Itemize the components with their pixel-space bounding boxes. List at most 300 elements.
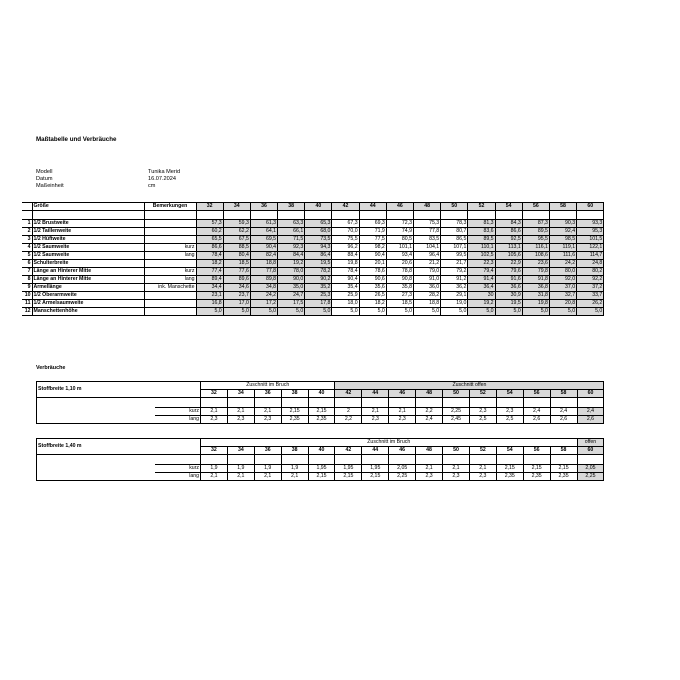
- measure-value: 102,5: [468, 252, 495, 260]
- consumption-value: 2,6: [523, 416, 550, 424]
- measure-value: 104,1: [414, 244, 441, 252]
- consumption-value: 2,15: [308, 408, 335, 416]
- consumption-size-54: 54: [496, 447, 523, 455]
- measure-value: 78,8: [386, 268, 413, 276]
- consumption-value: 2,4: [577, 408, 604, 416]
- consumption-value: 2,35: [496, 473, 523, 481]
- group-open-cut: offen: [577, 439, 604, 447]
- consumption-value: 2,1: [443, 465, 470, 473]
- consumption-value: 2,4: [523, 408, 550, 416]
- consumption-value: 2,15: [362, 473, 389, 481]
- group-fold-cut: Zuschnitt im Bruch: [201, 439, 578, 447]
- group-open-cut: Zuschnitt offen: [335, 382, 604, 390]
- measure-value: 31,8: [522, 292, 549, 300]
- measure-value: 81,3: [468, 220, 495, 228]
- measure-value: 25,3: [305, 292, 332, 300]
- measurement-row: [22, 228, 604, 236]
- measure-value: 89,5: [468, 236, 495, 244]
- consumption-size-38: 38: [281, 447, 308, 455]
- measure-value: 35,8: [386, 284, 413, 292]
- measure-value: 17,5: [278, 300, 305, 308]
- measure-remark: kurz: [144, 244, 196, 252]
- size-header-38: 38: [278, 203, 305, 211]
- measure-value: 79,4: [468, 268, 495, 276]
- measure-value: 23,1: [196, 292, 223, 300]
- measure-value: 34,4: [196, 284, 223, 292]
- measure-value: 116,1: [522, 244, 549, 252]
- measure-value: 78,4: [196, 252, 223, 260]
- measure-value: 70,0: [332, 228, 359, 236]
- consumption-value: 2,1: [227, 408, 254, 416]
- size-header-60: 60: [577, 203, 604, 211]
- meta-value: Tunika Merid: [148, 169, 181, 175]
- measure-value: 71,5: [278, 236, 305, 244]
- consumption-value: 1,9: [201, 465, 228, 473]
- measure-value: 34,6: [223, 284, 250, 292]
- measure-value: 61,3: [250, 220, 277, 228]
- measurement-header-row: [22, 203, 604, 211]
- measure-name: Länge an Hinterer Mitte: [32, 276, 144, 284]
- measure-value: 36,4: [468, 284, 495, 292]
- consumption-value: 2,2: [416, 408, 443, 416]
- measure-value: 90,4: [250, 244, 277, 252]
- consumption-value: 2,05: [389, 465, 416, 473]
- consumption-value: 2,3: [496, 408, 523, 416]
- consumption-size-50: 50: [443, 447, 470, 455]
- measure-value: 93,4: [386, 252, 413, 260]
- measure-value: 79,2: [441, 268, 468, 276]
- measure-name: 1/2 Saumweite: [32, 252, 144, 260]
- consumption-value: 1,95: [308, 465, 335, 473]
- measure-value: 57,3: [196, 220, 223, 228]
- row-number: 2: [22, 228, 32, 236]
- measure-value: 33,7: [577, 292, 604, 300]
- measure-value: 26,2: [577, 300, 604, 308]
- measure-value: 35,2: [305, 284, 332, 292]
- consumption-size-34: 34: [227, 390, 254, 398]
- consumption-value: 1,9: [281, 465, 308, 473]
- consumption-value: 2,3: [469, 408, 496, 416]
- measure-value: 88,4: [332, 252, 359, 260]
- measure-value: 122,1: [577, 244, 604, 252]
- consumption-size-46: 46: [389, 390, 416, 398]
- measure-value: 65,3: [305, 220, 332, 228]
- consumption-heading: Verbräuche: [36, 365, 66, 371]
- measure-value: 113,1: [495, 244, 522, 252]
- consumption-size-40: 40: [308, 390, 335, 398]
- measure-value: 19,2: [278, 260, 305, 268]
- consumption-variant: lang: [155, 473, 201, 481]
- consumption-value: 2,1: [201, 473, 228, 481]
- measurement-row: [22, 300, 604, 308]
- measure-value: 36,8: [522, 284, 549, 292]
- measure-value: 77,5: [359, 236, 386, 244]
- row-number: 7: [22, 268, 32, 276]
- measure-value: 83,6: [468, 228, 495, 236]
- measure-name: 1/2 Saumweite: [32, 244, 144, 252]
- measure-value: 80,5: [386, 236, 413, 244]
- measure-value: 88,5: [223, 244, 250, 252]
- measure-value: 91,6: [495, 276, 522, 284]
- consumption-size-58: 58: [550, 447, 577, 455]
- measure-value: 101,5: [577, 236, 604, 244]
- measure-remark: ink. Manschette: [144, 284, 196, 292]
- measure-value: 23,7: [223, 292, 250, 300]
- size-header-54: 54: [495, 203, 522, 211]
- consumption-value: 2,6: [577, 416, 604, 424]
- measure-remark: [144, 220, 196, 228]
- measure-remark: lang: [144, 276, 196, 284]
- measure-value: 77,8: [250, 268, 277, 276]
- measure-value: 98,2: [359, 244, 386, 252]
- consumption-value: 2,4: [416, 416, 443, 424]
- measure-value: 95,3: [577, 228, 604, 236]
- consumption-row: [37, 465, 604, 473]
- row-number: 11: [22, 300, 32, 308]
- size-column-label: Größe: [32, 203, 144, 211]
- measure-value: 89,6: [223, 276, 250, 284]
- measure-value: 72,3: [386, 220, 413, 228]
- measure-value: 5,0: [332, 308, 359, 316]
- consumption-value: 1,9: [227, 465, 254, 473]
- measure-value: 87,3: [522, 220, 549, 228]
- measure-value: 5,0: [196, 308, 223, 316]
- measure-value: 92,5: [495, 236, 522, 244]
- size-header-46: 46: [386, 203, 413, 211]
- measure-value: 21,7: [441, 260, 468, 268]
- consumption-value: 2,3: [389, 416, 416, 424]
- measure-value: 20,1: [359, 260, 386, 268]
- consumption-size-36: 36: [254, 390, 281, 398]
- measure-value: 90,6: [359, 276, 386, 284]
- consumption-size-60: 60: [577, 390, 604, 398]
- measure-value: 79,8: [522, 268, 549, 276]
- consumption-size-56: 56: [523, 447, 550, 455]
- consumption-value: 2,3: [254, 416, 281, 424]
- size-header-40: 40: [305, 203, 332, 211]
- consumption-value: 2,1: [389, 408, 416, 416]
- measure-value: 24,2: [250, 292, 277, 300]
- measure-value: 18,2: [196, 260, 223, 268]
- measure-value: 80,0: [549, 268, 576, 276]
- consumption-size-38: 38: [281, 390, 308, 398]
- meta-row-unit: [36, 183, 256, 190]
- measure-name: Manschettenhöhe: [32, 308, 144, 316]
- spacer-row: [37, 455, 604, 465]
- consumption-value: 2,25: [577, 473, 604, 481]
- measure-value: 30,9: [495, 292, 522, 300]
- row-number: 4: [22, 244, 32, 252]
- measure-value: 105,6: [495, 252, 522, 260]
- measure-value: 84,3: [495, 220, 522, 228]
- measure-value: 19,5: [495, 300, 522, 308]
- measure-value: 27,3: [386, 292, 413, 300]
- measure-value: 101,1: [386, 244, 413, 252]
- consumption-size-44: 44: [362, 447, 389, 455]
- measure-value: 20,8: [549, 300, 576, 308]
- measure-value: 35,6: [359, 284, 386, 292]
- measure-value: 32,7: [549, 292, 576, 300]
- measure-name: Länge an Hinterer Mitte: [32, 268, 144, 276]
- row-number: 6: [22, 260, 32, 268]
- measure-value: 74,9: [386, 228, 413, 236]
- measurement-row: [22, 284, 604, 292]
- measure-value: 75,5: [332, 236, 359, 244]
- measure-value: 90,4: [332, 276, 359, 284]
- measure-value: 37,0: [549, 284, 576, 292]
- consumption-value: 1,95: [362, 465, 389, 473]
- measure-value: 83,5: [414, 236, 441, 244]
- measure-value: 5,0: [250, 308, 277, 316]
- consumption-value: 2,15: [281, 408, 308, 416]
- fabric-width-label: Stoffbreite 1,10 m: [37, 382, 155, 398]
- measure-value: 36,2: [441, 284, 468, 292]
- consumption-value: 2,1: [254, 408, 281, 416]
- measure-value: 5,0: [577, 308, 604, 316]
- meta-label: Maßeinheit: [36, 183, 64, 189]
- measure-value: 98,5: [549, 236, 576, 244]
- size-header-44: 44: [359, 203, 386, 211]
- consumption-size-50: 50: [443, 390, 470, 398]
- measure-value: 18,8: [414, 300, 441, 308]
- measure-value: 19,8: [522, 300, 549, 308]
- measure-value: 5,0: [386, 308, 413, 316]
- size-header-48: 48: [414, 203, 441, 211]
- measurement-row: [22, 260, 604, 268]
- measure-name: 1/2 Ärmelsaumweite: [32, 300, 144, 308]
- measure-value: 18,0: [332, 300, 359, 308]
- row-number: 5: [22, 252, 32, 260]
- measure-value: 78,4: [332, 268, 359, 276]
- measure-value: 77,6: [223, 268, 250, 276]
- measurement-row: [22, 252, 604, 260]
- measure-value: 34,8: [250, 284, 277, 292]
- measure-remark: [144, 292, 196, 300]
- measure-value: 119,1: [549, 244, 576, 252]
- measure-value: 90,0: [278, 276, 305, 284]
- measure-value: 80,4: [223, 252, 250, 260]
- consumption-value: 2,1: [281, 473, 308, 481]
- consumption-size-52: 52: [469, 390, 496, 398]
- consumption-value: 2,35: [308, 416, 335, 424]
- measure-value: 20,6: [386, 260, 413, 268]
- consumption-table-110: [36, 381, 604, 424]
- measure-value: 90,8: [386, 276, 413, 284]
- measure-value: 65,5: [196, 236, 223, 244]
- row-number: 1: [22, 220, 32, 228]
- consumption-size-46: 46: [389, 447, 416, 455]
- measure-value: 5,0: [359, 308, 386, 316]
- measure-value: 37,2: [577, 284, 604, 292]
- measure-value: 24,2: [549, 260, 576, 268]
- measure-value: 19,5: [305, 260, 332, 268]
- measure-name: Schulterbreite: [32, 260, 144, 268]
- measure-value: 64,1: [250, 228, 277, 236]
- measure-value: 18,5: [386, 300, 413, 308]
- measure-value: 25,9: [332, 292, 359, 300]
- size-header-42: 42: [332, 203, 359, 211]
- consumption-value: 2,35: [523, 473, 550, 481]
- measure-value: 92,3: [278, 244, 305, 252]
- measure-value: 91,0: [414, 276, 441, 284]
- measure-value: 36,6: [495, 284, 522, 292]
- measurement-row: [22, 276, 604, 284]
- measurement-row: [22, 268, 604, 276]
- consumption-variant: kurz: [155, 408, 201, 416]
- consumption-row: [37, 473, 604, 481]
- measure-value: 111,6: [549, 252, 576, 260]
- measure-value: 5,0: [305, 308, 332, 316]
- measurement-row: [22, 292, 604, 300]
- measurement-row: [22, 236, 604, 244]
- consumption-value: 2,35: [281, 416, 308, 424]
- measurement-row: [22, 244, 604, 252]
- measure-value: 91,4: [468, 276, 495, 284]
- meta-label: Datum: [36, 176, 53, 182]
- measure-value: 60,2: [196, 228, 223, 236]
- measure-value: 5,0: [441, 308, 468, 316]
- consumption-value: 2,25: [389, 473, 416, 481]
- row-number: 8: [22, 276, 32, 284]
- measure-value: 59,3: [223, 220, 250, 228]
- consumption-value: 2,4: [550, 408, 577, 416]
- measure-remark: [144, 236, 196, 244]
- measure-value: 67,5: [223, 236, 250, 244]
- meta-row-date: [36, 176, 256, 183]
- measure-remark: [144, 260, 196, 268]
- consumption-size-52: 52: [469, 447, 496, 455]
- consumption-row: [37, 416, 604, 424]
- measure-value: 66,1: [278, 228, 305, 236]
- measure-value: 69,3: [359, 220, 386, 228]
- row-number: 9: [22, 284, 32, 292]
- measure-name: 1/2 Taillenweite: [32, 228, 144, 236]
- meta-value: cm: [148, 183, 156, 189]
- measure-value: 19,0: [441, 300, 468, 308]
- consumption-value: 2,3: [227, 416, 254, 424]
- consumption-size-54: 54: [496, 390, 523, 398]
- measure-value: 73,5: [305, 236, 332, 244]
- measure-value: 77,8: [414, 228, 441, 236]
- measure-value: 90,2: [305, 276, 332, 284]
- measure-value: 22,3: [468, 260, 495, 268]
- size-header-36: 36: [250, 203, 277, 211]
- measure-value: 80,2: [577, 268, 604, 276]
- measure-value: 23,6: [522, 260, 549, 268]
- measure-value: 79,0: [414, 268, 441, 276]
- consumption-value: 2,1: [362, 408, 389, 416]
- meta-value: 16.07.2024: [148, 176, 176, 182]
- measure-value: 30: [468, 292, 495, 300]
- row-number: 10: [22, 292, 32, 300]
- measure-value: 86,6: [495, 228, 522, 236]
- measure-remark: lang: [144, 252, 196, 260]
- measure-value: 95,5: [522, 236, 549, 244]
- measure-value: 107,1: [441, 244, 468, 252]
- measure-value: 96,2: [332, 244, 359, 252]
- size-header-32: 32: [196, 203, 223, 211]
- measure-value: 17,8: [305, 300, 332, 308]
- measure-remark: [144, 300, 196, 308]
- size-header-34: 34: [223, 203, 250, 211]
- measure-value: 36,0: [414, 284, 441, 292]
- measure-value: 69,5: [250, 236, 277, 244]
- row-number: 3: [22, 236, 32, 244]
- consumption-group-row: [37, 382, 604, 390]
- measure-name: Ärmellänge: [32, 284, 144, 292]
- consumption-size-48: 48: [416, 447, 443, 455]
- measure-value: 91,2: [441, 276, 468, 284]
- measure-value: 114,7: [577, 252, 604, 260]
- consumption-value: 2,15: [550, 465, 577, 473]
- measure-value: 28,2: [414, 292, 441, 300]
- size-header-52: 52: [468, 203, 495, 211]
- measure-value: 90,4: [359, 252, 386, 260]
- measure-value: 108,6: [522, 252, 549, 260]
- consumption-variant: lang: [155, 416, 201, 424]
- measure-name: 1/2 Brustweite: [32, 220, 144, 228]
- measure-remark: [144, 308, 196, 316]
- consumption-value: 2,1: [254, 473, 281, 481]
- measure-value: 96,4: [414, 252, 441, 260]
- measure-value: 18,5: [223, 260, 250, 268]
- measurement-table: [22, 202, 604, 316]
- measure-value: 89,4: [196, 276, 223, 284]
- measure-value: 86,6: [196, 244, 223, 252]
- remarks-column-label: Bemerkungen: [144, 203, 196, 211]
- consumption-size-40: 40: [308, 447, 335, 455]
- consumption-value: 2,25: [443, 408, 470, 416]
- measure-value: 79,6: [495, 268, 522, 276]
- measure-value: 99,5: [441, 252, 468, 260]
- measure-remark: [144, 228, 196, 236]
- measure-value: 29,1: [441, 292, 468, 300]
- consumption-value: 1,95: [335, 465, 362, 473]
- measure-value: 92,2: [577, 276, 604, 284]
- consumption-value: 2,2: [335, 416, 362, 424]
- consumption-value: 2,15: [523, 465, 550, 473]
- consumption-value: 2,3: [416, 473, 443, 481]
- measure-remark: kurz: [144, 268, 196, 276]
- measurement-row: [22, 308, 604, 316]
- consumption-value: 2,5: [496, 416, 523, 424]
- measure-value: 78,0: [278, 268, 305, 276]
- spacer-row: [37, 398, 604, 408]
- measure-name: 1/2 Hüftweite: [32, 236, 144, 244]
- consumption-size-32: 32: [201, 447, 228, 455]
- measure-value: 35,0: [278, 284, 305, 292]
- consumption-value: 2,6: [550, 416, 577, 424]
- measure-value: 75,3: [414, 220, 441, 228]
- meta-row-model: [36, 169, 256, 176]
- measure-value: 86,4: [305, 252, 332, 260]
- consumption-value: 2,15: [308, 473, 335, 481]
- spacer-row: [22, 211, 604, 220]
- measure-value: 110,1: [468, 244, 495, 252]
- page-title: Maßtabelle und Verbräuche: [36, 136, 117, 143]
- consumption-size-36: 36: [254, 447, 281, 455]
- consumption-size-58: 58: [550, 390, 577, 398]
- consumption-size-32: 32: [201, 390, 228, 398]
- measure-value: 24,7: [278, 292, 305, 300]
- measure-value: 71,9: [359, 228, 386, 236]
- measure-value: 63,3: [278, 220, 305, 228]
- consumption-value: 2,5: [469, 416, 496, 424]
- consumption-value: 2,15: [335, 473, 362, 481]
- consumption-value: 2,1: [416, 465, 443, 473]
- measure-value: 78,6: [359, 268, 386, 276]
- measure-value: 89,8: [250, 276, 277, 284]
